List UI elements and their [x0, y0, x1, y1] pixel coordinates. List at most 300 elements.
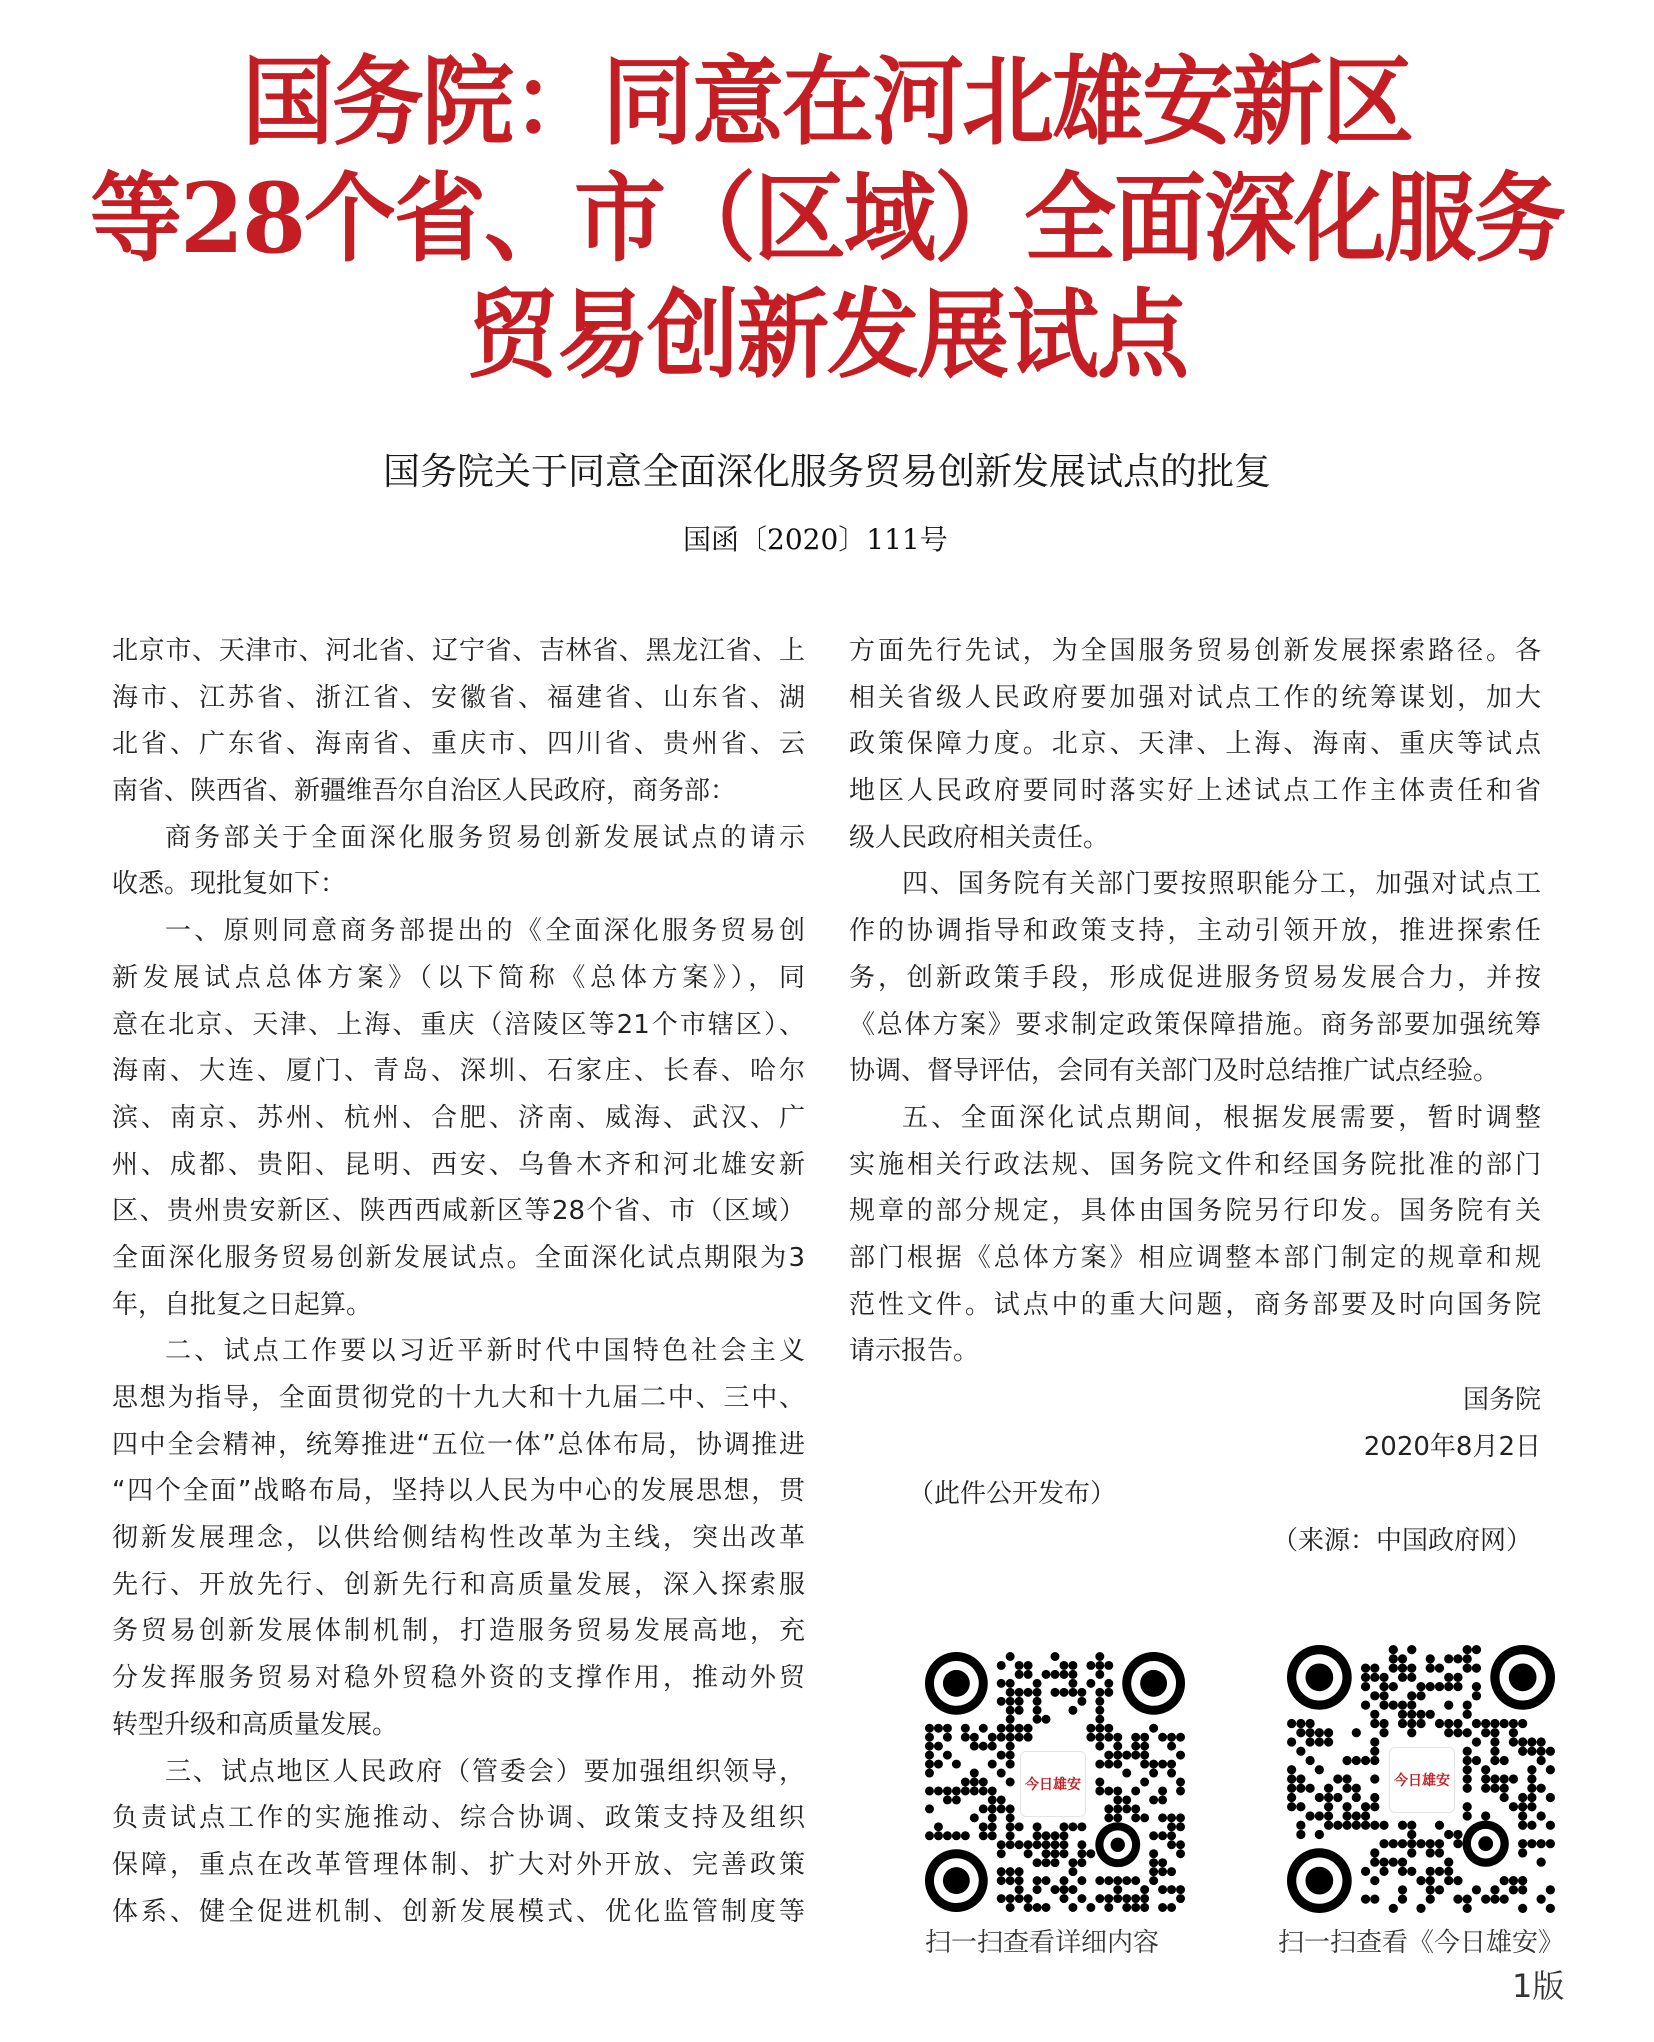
qr-dot — [1537, 1756, 1546, 1765]
qr-dot — [1176, 1885, 1185, 1894]
qr-dot — [1379, 1867, 1388, 1876]
qr-dot — [943, 1786, 952, 1795]
qr-dot — [1426, 1710, 1435, 1719]
qr-dot — [1305, 1737, 1314, 1746]
qr-dot — [1113, 1876, 1122, 1885]
qr-dot — [1158, 1795, 1167, 1804]
qr-dot — [1416, 1876, 1425, 1885]
body-line: 二、试点工作要以习近平新时代中国特色社会主义 — [165, 1336, 805, 1367]
qr-dot — [1453, 1682, 1462, 1691]
qr-finder-ring — [1305, 1867, 1333, 1895]
qr-dot — [1444, 1673, 1453, 1682]
qr-dot — [1086, 1733, 1095, 1742]
qr-dot — [1104, 1688, 1113, 1697]
qr-dot — [1006, 1894, 1015, 1903]
qr-dot — [1131, 1894, 1140, 1903]
qr-dot — [1435, 1682, 1444, 1691]
qr-dot — [1167, 1813, 1176, 1822]
qr-dot — [1527, 1737, 1536, 1746]
qr-dot — [1140, 1742, 1149, 1751]
qr-dot — [1444, 1654, 1453, 1663]
qr-dot — [1426, 1885, 1435, 1894]
qr-dot — [1296, 1802, 1305, 1811]
qr-dot — [1361, 1700, 1370, 1709]
qr-dot — [1006, 1679, 1015, 1688]
qr-dot — [1024, 1688, 1033, 1697]
qr-dot — [1104, 1733, 1113, 1742]
qr-dot — [1453, 1719, 1462, 1728]
qr-dot — [1389, 1858, 1398, 1867]
qr-dot — [1352, 1793, 1361, 1802]
qr-dot — [1095, 1876, 1104, 1885]
qr-dot — [1024, 1670, 1033, 1679]
publication-note: （此件公开发布） — [908, 1479, 1117, 1509]
qr-dot — [1453, 1876, 1462, 1885]
qr-dot — [1113, 1760, 1122, 1769]
qr-dot — [1131, 1804, 1140, 1813]
document-number: 国函〔2020〕111号 — [683, 523, 948, 556]
qr-dot — [1158, 1867, 1167, 1876]
qr-dot — [1113, 1894, 1122, 1903]
qr-dot — [1352, 1811, 1361, 1820]
qr-dot — [934, 1760, 943, 1769]
qr-dot — [1407, 1719, 1416, 1728]
qr-dot — [1537, 1811, 1546, 1820]
qr-dot — [961, 1831, 970, 1840]
qr-dot — [1444, 1858, 1453, 1867]
qr-dot — [1435, 1885, 1444, 1894]
qr-dot — [1077, 1822, 1086, 1831]
qr-dot — [1104, 1786, 1113, 1795]
qr-dot — [1131, 1813, 1140, 1822]
qr-dot — [1518, 1719, 1527, 1728]
qr-dot — [1077, 1840, 1086, 1849]
qr-dot — [1033, 1903, 1042, 1912]
qr-dot — [1527, 1839, 1536, 1848]
qr-dot — [1463, 1904, 1472, 1913]
qr-finder-ring — [1305, 1663, 1333, 1691]
qr-dot — [1006, 1715, 1015, 1724]
qr-dot — [979, 1724, 988, 1733]
qr-dot — [1015, 1733, 1024, 1742]
qr-dot — [1176, 1894, 1185, 1903]
qr-dot — [1068, 1670, 1077, 1679]
qr-dot — [1042, 1849, 1051, 1858]
qr-dot — [1287, 1719, 1296, 1728]
qr-dot — [1095, 1742, 1104, 1751]
qr-dot — [952, 1831, 961, 1840]
qr-dot — [1051, 1688, 1060, 1697]
qr-dot — [1379, 1719, 1388, 1728]
qr-dot — [1342, 1774, 1351, 1783]
qr-dot — [1472, 1645, 1481, 1654]
qr-dot — [1546, 1747, 1555, 1756]
body-left-column — [112, 628, 805, 1935]
qr-dot — [1407, 1839, 1416, 1848]
qr-dot — [979, 1831, 988, 1840]
qr-dot — [1104, 1813, 1113, 1822]
qr-dot — [1444, 1867, 1453, 1876]
qr-dot — [988, 1733, 997, 1742]
qr-dot — [952, 1786, 961, 1795]
qr-dot — [1407, 1673, 1416, 1682]
qr-dot — [1059, 1822, 1068, 1831]
qr-dot — [997, 1840, 1006, 1849]
qr-dot — [1176, 1778, 1185, 1787]
body-line: 体系、健全促进机制、创新发展模式、优化监管制度等 — [112, 1896, 805, 1927]
qr-dot — [1015, 1867, 1024, 1876]
qr-dot — [1472, 1663, 1481, 1672]
qr-dot — [1416, 1710, 1425, 1719]
qr-dot — [1068, 1885, 1077, 1894]
qr-dot — [1389, 1645, 1398, 1654]
qr-dot — [1527, 1821, 1536, 1830]
qr-dot — [1006, 1903, 1015, 1912]
body-line: 南省、陕西省、新疆维吾尔自治区人民政府，商务部： — [112, 776, 737, 807]
qr-dot — [1158, 1813, 1167, 1822]
qr-code-detail[interactable] — [925, 1652, 1185, 1914]
qr-dot — [1149, 1795, 1158, 1804]
headline-line: 等28个省、市（区域）全面深化服务 — [89, 161, 1565, 275]
page-label: 1版 — [1512, 1967, 1565, 2005]
qr-dot — [1509, 1719, 1518, 1728]
qr-dot — [1379, 1673, 1388, 1682]
qr-dot — [1122, 1894, 1131, 1903]
qr-dot — [1024, 1733, 1033, 1742]
qr-dot — [1444, 1876, 1453, 1885]
source-note: （来源：中国政府网） — [1271, 1526, 1532, 1556]
qr-dot — [1131, 1903, 1140, 1912]
qr-dot — [1059, 1840, 1068, 1849]
qr-dot — [1509, 1802, 1518, 1811]
qr-dot — [988, 1822, 997, 1831]
qr-dot — [1042, 1715, 1051, 1724]
qr-dot — [952, 1795, 961, 1804]
qr-dot — [1042, 1840, 1051, 1849]
qr-dot — [1481, 1774, 1490, 1783]
qr-dot — [1113, 1786, 1122, 1795]
qr-dot — [1324, 1737, 1333, 1746]
qr-dot — [1095, 1733, 1104, 1742]
qr-dot — [1305, 1728, 1314, 1737]
qr-dot — [1379, 1858, 1388, 1867]
qr-dot — [1518, 1821, 1527, 1830]
qr-dot — [1095, 1778, 1104, 1787]
qr-dot — [925, 1769, 934, 1778]
qr-dot — [1131, 1786, 1140, 1795]
qr-dot — [1537, 1858, 1546, 1867]
qr-dot — [1068, 1679, 1077, 1688]
qr-dot — [1015, 1706, 1024, 1715]
qr-dot — [1398, 1895, 1407, 1904]
qr-dot — [1361, 1811, 1370, 1820]
qr-dot — [1463, 1784, 1472, 1793]
qr-dot — [1361, 1895, 1370, 1904]
qr-dot — [1077, 1688, 1086, 1697]
qr-dot — [970, 1742, 979, 1751]
qr-dot — [1015, 1688, 1024, 1697]
qr-dot — [1490, 1885, 1499, 1894]
qr-dot — [970, 1778, 979, 1787]
body-line: 分发挥服务贸易对稳外贸稳外资的支撑作用，推动外贸 — [112, 1663, 805, 1694]
qr-dot — [1296, 1784, 1305, 1793]
qr-dot — [1287, 1774, 1296, 1783]
qr-dot — [1033, 1840, 1042, 1849]
qr-dot — [1370, 1858, 1379, 1867]
qr-dot — [1042, 1876, 1051, 1885]
qr-dot — [1361, 1663, 1370, 1672]
qr-dot — [1104, 1760, 1113, 1769]
qr-dot — [1333, 1821, 1342, 1830]
qr-dot — [1068, 1688, 1077, 1697]
qr-dot — [1140, 1733, 1149, 1742]
qr-dot — [1006, 1840, 1015, 1849]
qr-dot — [1042, 1858, 1051, 1867]
qr-dot — [1006, 1697, 1015, 1706]
qr-dot — [1342, 1784, 1351, 1793]
body-line: 五、全面深化试点期间，根据发展需要，暂时调整 — [902, 1102, 1541, 1133]
qr-dot — [1033, 1715, 1042, 1724]
body-line: “四个全面”战略布局，坚持以人民为中心的发展思想，贯 — [112, 1476, 805, 1507]
qr-dot — [1059, 1670, 1068, 1679]
qr-dot — [1324, 1821, 1333, 1830]
qr-dot — [1104, 1804, 1113, 1813]
qr-dot — [1435, 1719, 1444, 1728]
qr-dot — [1481, 1895, 1490, 1904]
qr-dot — [1149, 1849, 1158, 1858]
qr-dot — [1287, 1784, 1296, 1793]
qr-finder-ring — [943, 1670, 970, 1697]
qr-dot — [1398, 1867, 1407, 1876]
qr-dot — [1006, 1760, 1015, 1769]
qr-dot — [1324, 1784, 1333, 1793]
body-line: 先行、开放先行、创新先行和高质量发展，深入探索服 — [112, 1569, 805, 1600]
qr-dot — [943, 1831, 952, 1840]
qr-dot — [1472, 1691, 1481, 1700]
qr-dot — [1095, 1715, 1104, 1724]
qr-dot — [1537, 1737, 1546, 1746]
qr-dot — [1472, 1756, 1481, 1765]
qr-dot — [997, 1804, 1006, 1813]
qr-dot — [988, 1786, 997, 1795]
qr-dot — [979, 1822, 988, 1831]
qr-dot — [970, 1813, 979, 1822]
qr-dot — [1024, 1840, 1033, 1849]
qr-dot — [1095, 1670, 1104, 1679]
qr-dot — [1481, 1719, 1490, 1728]
qr-dot — [1342, 1811, 1351, 1820]
qr-dot — [1389, 1700, 1398, 1709]
qr-dot — [1490, 1774, 1499, 1783]
qr-dot — [1033, 1858, 1042, 1867]
qr-dot — [925, 1724, 934, 1733]
qr-dot — [1546, 1793, 1555, 1802]
qr-dot — [1051, 1885, 1060, 1894]
qr-caption-newspaper: 扫一扫查看《今日雄安》 — [1278, 1928, 1565, 1958]
qr-dot — [1546, 1904, 1555, 1913]
body-line: 转型升级和高质量发展。 — [112, 1709, 399, 1740]
qr-dot — [997, 1849, 1006, 1858]
qr-dot — [997, 1894, 1006, 1903]
qr-dot — [1518, 1811, 1527, 1820]
qr-dot — [1416, 1691, 1425, 1700]
qr-dot — [1167, 1840, 1176, 1849]
qr-dot — [1398, 1673, 1407, 1682]
body-line: 四、国务院有关部门要按照职能分工，加强对试点工 — [902, 869, 1541, 900]
qr-dot — [1113, 1885, 1122, 1894]
qr-dot — [1315, 1765, 1324, 1774]
qr-dot — [1006, 1652, 1015, 1661]
body-line: 北省、广东省、海南省、重庆市、四川省、贵州省、云 — [112, 729, 805, 760]
qr-dot — [1059, 1688, 1068, 1697]
qr-dot — [1352, 1756, 1361, 1765]
qr-dot — [1407, 1645, 1416, 1654]
qr-dot — [1537, 1784, 1546, 1793]
qr-dot — [1305, 1756, 1314, 1765]
qr-dot — [1370, 1719, 1379, 1728]
qr-dot — [1379, 1821, 1388, 1830]
qr-dot — [961, 1724, 970, 1733]
qr-dot — [1086, 1903, 1095, 1912]
qr-dot — [1463, 1765, 1472, 1774]
qr-dot — [1086, 1661, 1095, 1670]
qr-dot — [1140, 1760, 1149, 1769]
qr-dot — [1370, 1710, 1379, 1719]
qr-dot — [1435, 1867, 1444, 1876]
qr-dot — [1006, 1724, 1015, 1733]
qr-dot — [1463, 1663, 1472, 1672]
qr-dot — [1051, 1849, 1060, 1858]
qr-dot — [979, 1804, 988, 1813]
body-line: 滨、南京、苏州、杭州、合肥、济南、威海、武汉、广 — [112, 1102, 805, 1133]
headline — [0, 44, 1654, 394]
qr-dot — [1537, 1839, 1546, 1848]
qr-dot — [1435, 1848, 1444, 1857]
qr-dot — [1426, 1839, 1435, 1848]
qr-dot — [1059, 1849, 1068, 1858]
qr-dot — [1315, 1728, 1324, 1737]
qr-dot — [1167, 1769, 1176, 1778]
qr-dot — [1463, 1802, 1472, 1811]
qr-dot — [1324, 1811, 1333, 1820]
qr-dot — [1324, 1728, 1333, 1737]
qr-dot — [1104, 1903, 1113, 1912]
qr-dot — [1315, 1830, 1324, 1839]
qr-dot — [1287, 1765, 1296, 1774]
qr-dot — [1352, 1784, 1361, 1793]
qr-dot — [1527, 1765, 1536, 1774]
qr-dot — [1398, 1710, 1407, 1719]
body-line: 规章的部分规定，具体由国务院另行印发。国务院有关 — [849, 1196, 1541, 1227]
qr-dot — [1509, 1737, 1518, 1746]
qr-dot — [1042, 1831, 1051, 1840]
qr-dot — [925, 1751, 934, 1760]
qr-dot — [1068, 1867, 1077, 1876]
qr-dot — [925, 1742, 934, 1751]
qr-dot — [934, 1724, 943, 1733]
qr-finder-ring — [1478, 1836, 1493, 1851]
qr-dot — [1006, 1733, 1015, 1742]
qr-dot — [1167, 1733, 1176, 1742]
qr-dot — [1407, 1691, 1416, 1700]
body-line: 地区人民政府要同时落实好上述试点工作主体责任和省 — [849, 776, 1541, 807]
qr-dot — [1463, 1756, 1472, 1765]
qr-dot — [1463, 1811, 1472, 1820]
qr-dot — [1527, 1747, 1536, 1756]
qr-dot — [1006, 1867, 1015, 1876]
qr-dot — [1033, 1876, 1042, 1885]
signature-date: 2020年8月2日 — [1363, 1432, 1541, 1462]
qr-dot — [1500, 1756, 1509, 1765]
qr-dot — [1113, 1742, 1122, 1751]
qr-dot — [1453, 1895, 1462, 1904]
qr-dot — [1490, 1747, 1499, 1756]
body-line: 务贸易创新发展体制机制，打造服务贸易发展高地，充 — [112, 1616, 805, 1647]
qr-dot — [979, 1742, 988, 1751]
qr-dot — [1167, 1831, 1176, 1840]
qr-dot — [1398, 1885, 1407, 1894]
qr-dot — [1033, 1706, 1042, 1715]
qr-dot — [1167, 1822, 1176, 1831]
qr-dot — [1024, 1849, 1033, 1858]
qr-dot — [1015, 1661, 1024, 1670]
qr-dot — [1444, 1728, 1453, 1737]
qr-dot — [1518, 1793, 1527, 1802]
qr-dot — [1518, 1737, 1527, 1746]
qr-dot — [1015, 1670, 1024, 1679]
qr-dot — [988, 1795, 997, 1804]
qr-dot — [1500, 1895, 1509, 1904]
qr-logo: 今日雄安 — [1389, 1747, 1455, 1813]
qr-dot — [1305, 1719, 1314, 1728]
qr-dot — [1051, 1858, 1060, 1867]
qr-finder-ring — [1140, 1670, 1167, 1697]
qr-dot — [1527, 1793, 1536, 1802]
qr-dot — [1051, 1840, 1060, 1849]
qr-dot — [1490, 1895, 1499, 1904]
qr-dot — [1033, 1822, 1042, 1831]
qr-dot — [1453, 1839, 1462, 1848]
qr-dot — [1051, 1652, 1060, 1661]
qr-dot — [1077, 1894, 1086, 1903]
qr-dot — [970, 1786, 979, 1795]
qr-dot — [925, 1760, 934, 1769]
qr-dot — [1509, 1728, 1518, 1737]
body-line: 范性文件。试点中的重大问题，商务部要及时向国务院 — [849, 1289, 1541, 1320]
qr-dot — [1104, 1679, 1113, 1688]
qr-dot — [1149, 1876, 1158, 1885]
qr-dot — [988, 1831, 997, 1840]
qr-dot — [1416, 1682, 1425, 1691]
body-line: 全面深化服务贸易创新发展试点。全面深化试点期限为3 — [112, 1242, 805, 1273]
qr-dot — [1068, 1822, 1077, 1831]
qr-dot — [1122, 1751, 1131, 1760]
qr-dot — [1472, 1682, 1481, 1691]
qr-finder-ring — [1509, 1663, 1537, 1691]
qr-dot — [1379, 1700, 1388, 1709]
body-line: 负责试点工作的实施推动、综合协调、政策支持及组织 — [112, 1803, 805, 1834]
qr-dot — [1113, 1813, 1122, 1822]
qr-dot — [1176, 1849, 1185, 1858]
qr-dot — [1361, 1867, 1370, 1876]
qr-dot — [1444, 1682, 1453, 1691]
qr-dot — [1015, 1724, 1024, 1733]
qr-code-newspaper[interactable] — [1287, 1645, 1555, 1913]
qr-dot — [988, 1742, 997, 1751]
qr-dot — [1068, 1903, 1077, 1912]
qr-dot — [1444, 1830, 1453, 1839]
qr-dot — [1324, 1802, 1333, 1811]
